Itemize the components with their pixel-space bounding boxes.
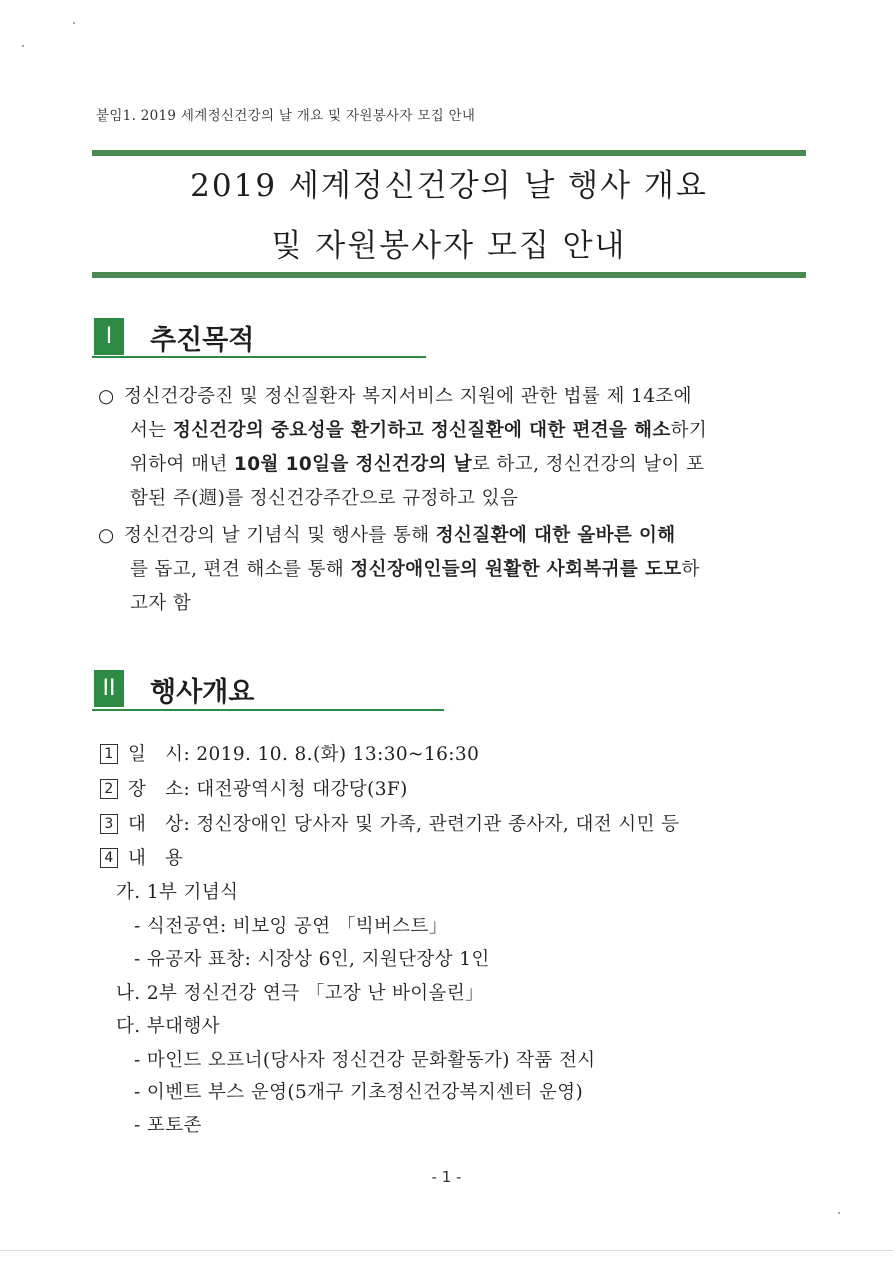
program-side-booth: - 이벤트 부스 운영(5개구 기초정신건강복지센터 운영) [134,1082,584,1103]
program-side-events: 다. 부대행사 [116,1016,220,1037]
page-number: - 1 - [431,1168,462,1186]
section-underline [92,709,444,711]
overview-item-content: 4 내 용 [100,844,183,870]
section-number-badge: II [94,670,124,707]
purpose-paragraph-2: ○ 정신건강의 날 기념식 및 행사를 통해 정신질환에 대한 올바른 이해 를 돕고, 편견 해소를 통해 정신장애인들의 원활한 사회복귀를 도모하 고자 함 [98,519,810,621]
section-heading: 행사개요 [150,677,255,708]
program-part1-awards: - 유공자 표창: 시장상 6인, 지원단장상 1인 [134,949,490,970]
scan-edge-line [0,1250,893,1251]
scan-speck [22,45,24,47]
page-title-line1: 2019 세계정신건강의 날 행사 개요 [190,168,708,204]
overview-item-target: 3 대 상: 정신장애인 당사자 및 가족, 관련기관 종사자, 대전 시민 등 [100,810,679,836]
overview-item-place: 2 장 소: 대전광역시청 대강당(3F) [100,775,408,801]
title-bottom-rule [92,272,806,278]
bullet-circle: ○ [98,525,115,546]
program-side-photozone: - 포토존 [134,1115,202,1136]
bullet-circle: ○ [98,386,115,407]
program-part1: 가. 1부 기념식 [116,882,239,903]
attachment-label: 붙임1. 2019 세계정신건강의 날 개요 및 자원봉사자 모집 안내 [96,108,476,124]
scan-speck [73,22,75,24]
section-underline [92,356,426,358]
section-number-badge: I [94,318,124,355]
page-title-line2: 및 자원봉사자 모집 안내 [271,228,627,264]
program-side-exhibition: - 마인드 오프너(당사자 정신건강 문화활동가) 작품 전시 [134,1050,596,1071]
program-part2: 나. 2부 정신건강 연극 「고장 난 바이올린」 [116,983,485,1004]
scan-speck [838,1212,840,1214]
title-top-rule [92,150,806,156]
purpose-paragraph-1: ○ 정신건강증진 및 정신질환자 복지서비스 지원에 관한 법률 제 14조에 서는 정신건강의 중요성을 환기하고 정신질환에 대한 편견을 해소하기 위하여 매년 10월 10일을 정신건강의 날로 하고, 정신건강의 날이 포 함된 주(週)를 정신건강주간으로 규정하고 있음 [98,380,810,516]
program-part1-performance: - 식전공연: 비보잉 공연 「빅버스트」 [134,916,448,937]
section-heading: 추진목적 [150,325,255,356]
overview-item-date: 1 일 시: 2019. 10. 8.(화) 13:30~16:30 [100,740,479,766]
